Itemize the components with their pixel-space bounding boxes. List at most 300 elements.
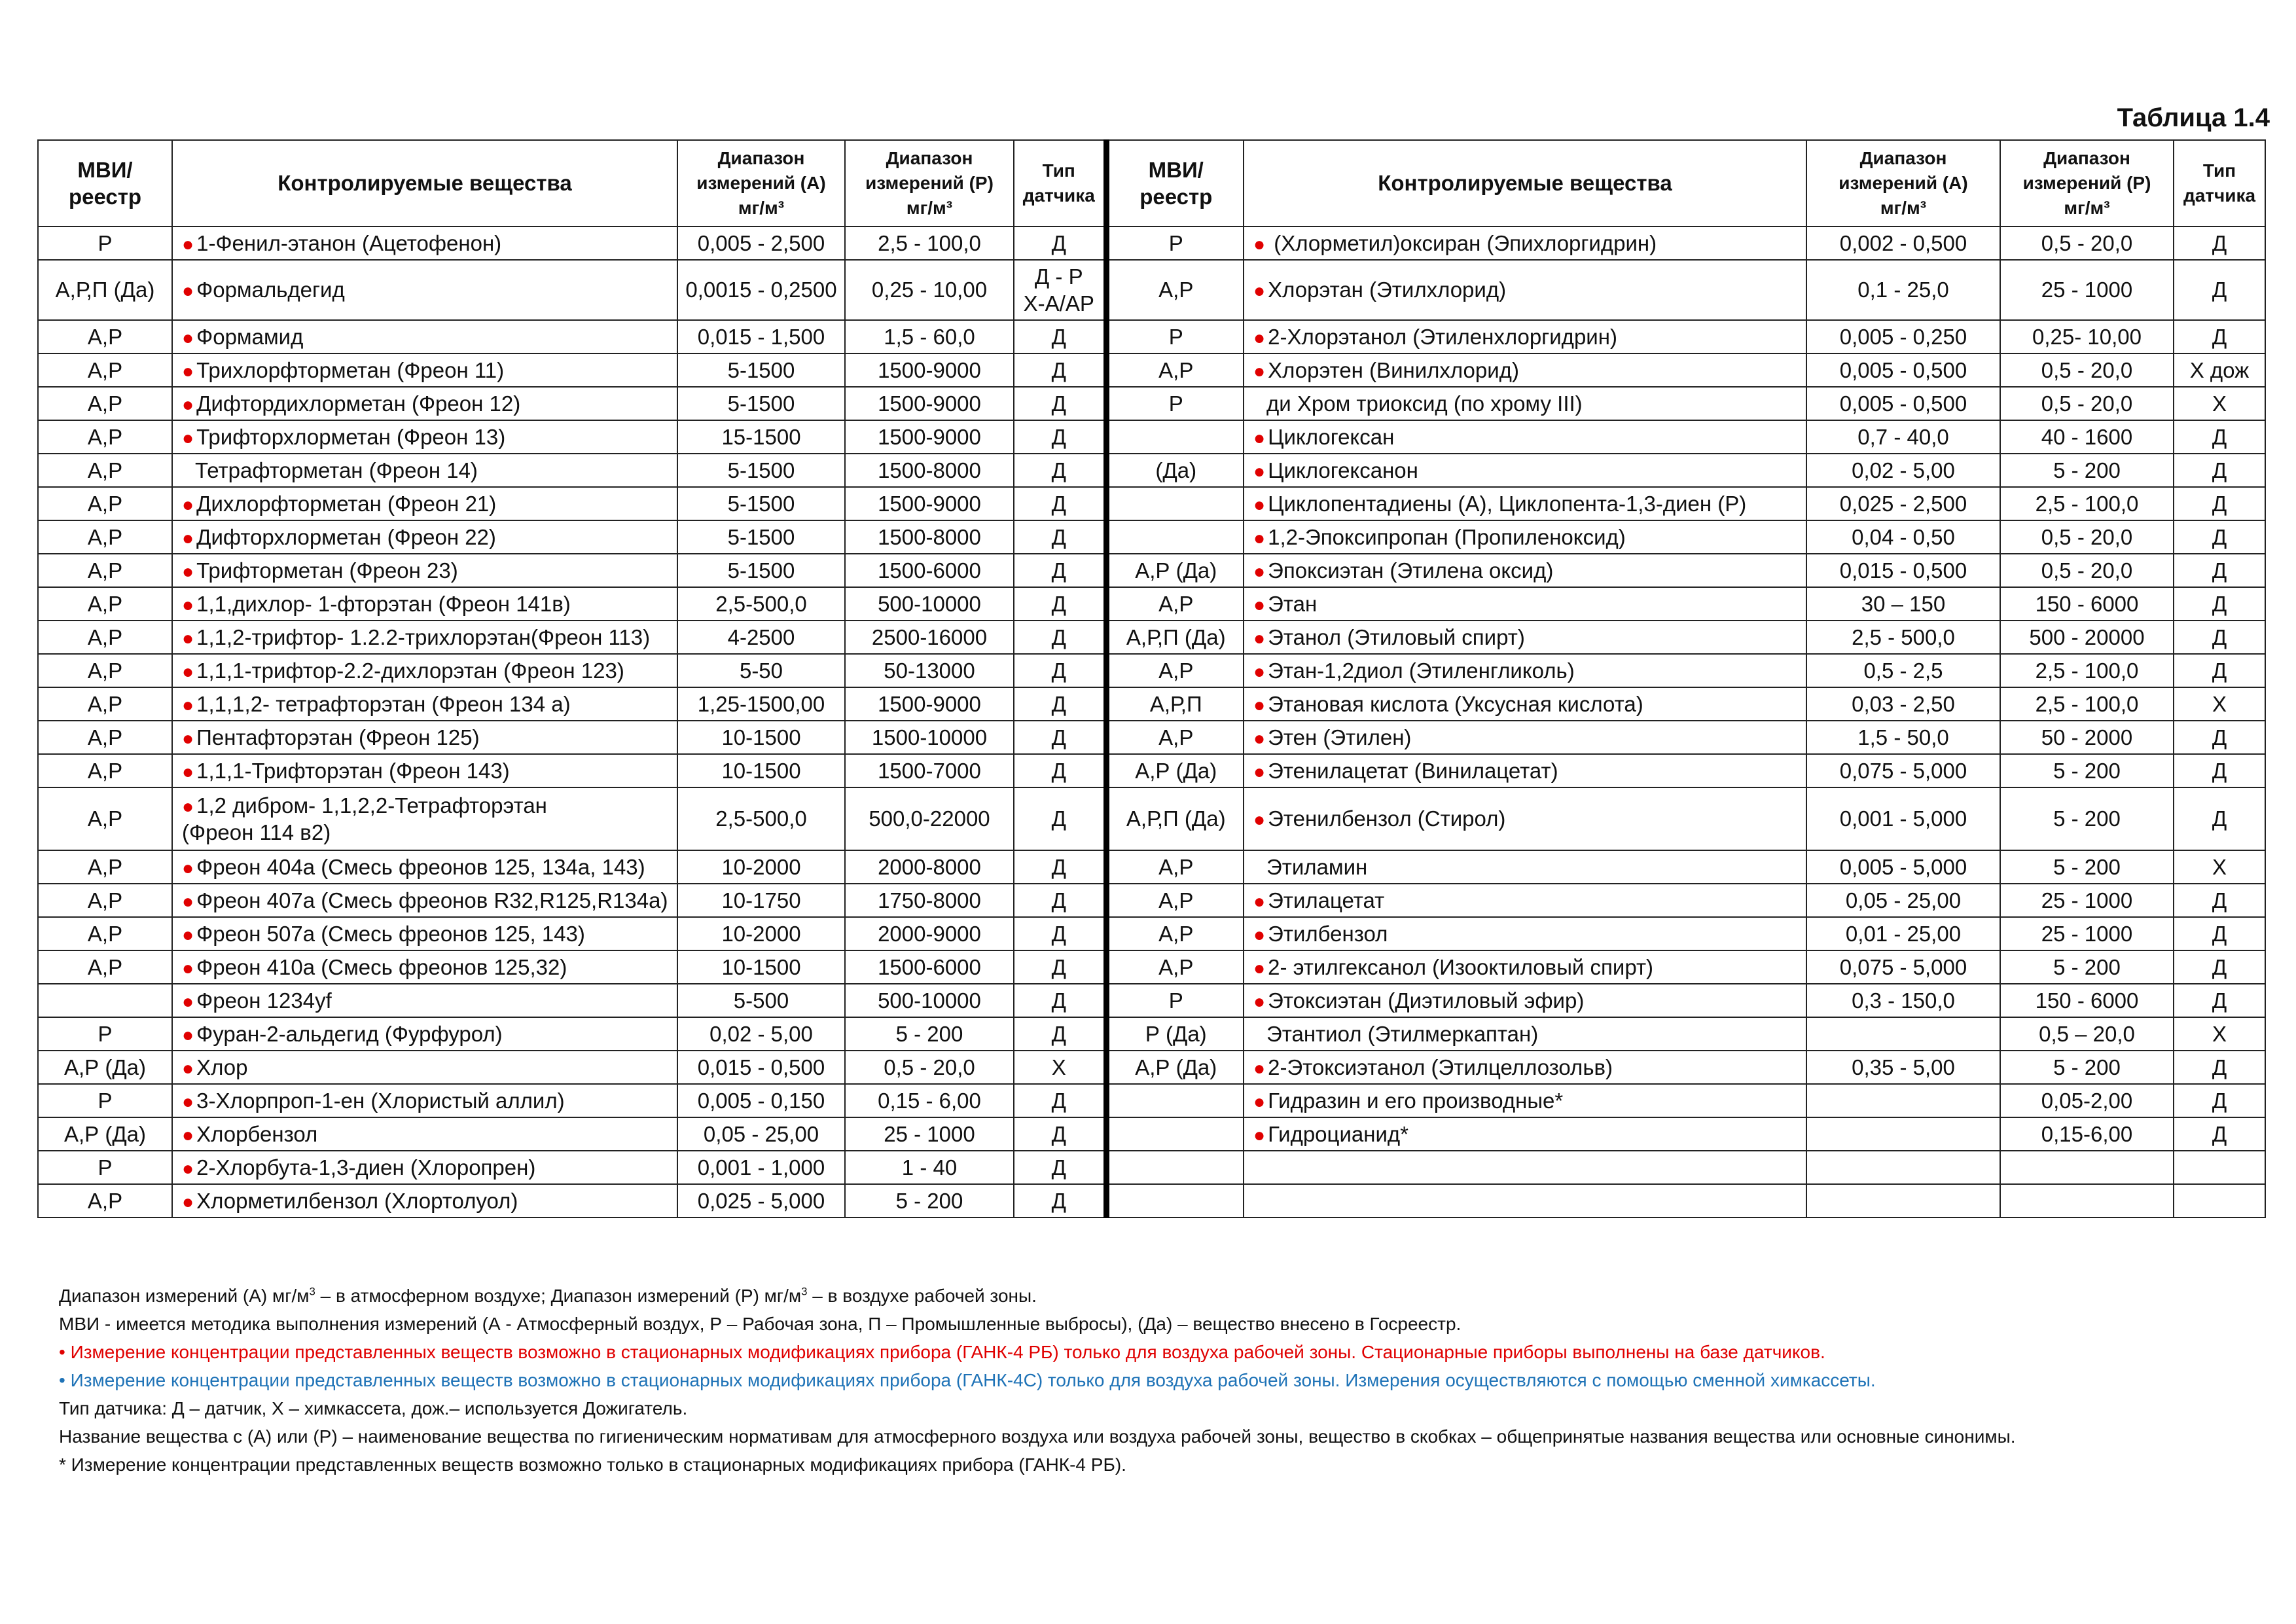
- range-a-value: 5-1500: [727, 524, 795, 549]
- mvi-value: А,Р: [1158, 854, 1194, 879]
- right-range-a-cell: [1806, 1151, 2000, 1184]
- range-a-value: 0,005 - 5,000: [1839, 854, 1967, 879]
- bullet-dot-icon: ●: [182, 1191, 194, 1213]
- left-sensor-type-cell: [1014, 1117, 1106, 1151]
- substance-name: (Хлорметил)оксиран (Эпихлоргидрин): [1268, 230, 1657, 255]
- right-range-p-cell: [2000, 1051, 2174, 1084]
- bullet-dot-icon: ●: [1253, 990, 1266, 1013]
- sensor-type-value: Д: [1051, 1155, 1066, 1180]
- right-substance-cell: [1244, 587, 1806, 621]
- left-mvi-cell: [38, 454, 172, 487]
- left-range-p-cell: [845, 787, 1014, 850]
- mvi-value: А,Р: [1158, 725, 1194, 749]
- mvi-value: (Да): [1155, 458, 1197, 482]
- right-mvi-cell: [1106, 1151, 1244, 1184]
- right-mvi-cell: [1106, 1017, 1244, 1051]
- substance-name: Хлорэтен (Винилхлорид): [1268, 357, 1519, 382]
- substance-name: 2-Этоксиэтанол (Этилцеллозольв): [1268, 1055, 1613, 1079]
- left-range-p-cell: [845, 654, 1014, 687]
- range-p-value: 0,5 - 20,0: [2041, 230, 2133, 255]
- substance-name: Формальдегид: [196, 278, 345, 302]
- right-mvi-cell: [1106, 1084, 1244, 1117]
- range-p-value: 5 - 200: [2053, 806, 2121, 831]
- right-substance-cell: [1244, 950, 1806, 984]
- bullet-dot-icon: ●: [1253, 494, 1266, 516]
- bullet-dot-icon: ●: [1253, 660, 1266, 683]
- right-range-p-cell: [2000, 654, 2174, 687]
- right-mvi-cell: [1106, 621, 1244, 654]
- left-range-a-cell: [677, 420, 845, 454]
- sensor-type-value: Д: [2212, 278, 2227, 302]
- mvi-value: А,Р: [87, 491, 123, 516]
- left-range-p-cell: [845, 1184, 1014, 1218]
- right-substance-cell: [1244, 554, 1806, 587]
- range-p-value: 5 - 200: [895, 1021, 963, 1046]
- range-a-value: 1,5 - 50,0: [1857, 725, 1949, 749]
- right-range-a-cell: [1806, 1117, 2000, 1151]
- left-mvi-cell: [38, 226, 172, 260]
- range-p-value: 1500-10000: [871, 725, 988, 749]
- mvi-value: А,Р: [87, 725, 123, 749]
- right-sensor-type-cell: [2174, 1117, 2265, 1151]
- right-range-a-cell: [1806, 917, 2000, 950]
- sensor-type-value: Х: [2212, 691, 2227, 716]
- range-p-value: 1500-9000: [878, 691, 981, 716]
- range-a-value: 5-1500: [727, 458, 795, 482]
- sensor-type-value: Х: [2212, 1021, 2227, 1046]
- right-range-a-cell: [1806, 687, 2000, 721]
- range-p-value: 0,05-2,00: [2041, 1088, 2133, 1113]
- table-row: [38, 1084, 2265, 1117]
- range-p-value: 5 - 200: [2053, 954, 2121, 979]
- header-sensor: Тип датчика: [1014, 140, 1106, 226]
- range-p-value: 50 - 2000: [2041, 725, 2133, 749]
- sensor-type-value: Д - Р Х-А/АР: [1023, 264, 1094, 316]
- table-row: [38, 260, 2265, 320]
- right-mvi-cell: [1106, 787, 1244, 850]
- range-p-value: 1500-6000: [878, 558, 981, 583]
- mvi-value: А,Р: [87, 806, 123, 831]
- range-a-value: 0,001 - 5,000: [1839, 806, 1967, 831]
- right-range-p-cell: [2000, 1017, 2174, 1051]
- range-a-value: 10-2000: [721, 921, 801, 946]
- left-substance-cell: [172, 420, 677, 454]
- sensor-type-value: Х: [2212, 391, 2227, 416]
- right-sensor-type-cell: [2174, 226, 2265, 260]
- bullet-dot-icon: ●: [1253, 1091, 1266, 1113]
- table-row: [38, 587, 2265, 621]
- right-sensor-type-cell: [2174, 260, 2265, 320]
- left-mvi-cell: [38, 1017, 172, 1051]
- table-row: [38, 1017, 2265, 1051]
- right-mvi-cell: [1106, 721, 1244, 754]
- table-row: [38, 950, 2265, 984]
- left-mvi-cell: [38, 687, 172, 721]
- sensor-type-value: Д: [1051, 888, 1066, 912]
- bullet-dot-icon: ●: [1253, 694, 1266, 716]
- mvi-value: А,Р: [87, 424, 123, 449]
- substance-name: 1,1,1-Трифторэтан (Фреон 143): [196, 758, 510, 783]
- left-mvi-cell: [38, 487, 172, 520]
- header-row: [38, 140, 2265, 226]
- left-mvi-cell: [38, 621, 172, 654]
- range-a-value: 0,7 - 40,0: [1857, 424, 1949, 449]
- left-sensor-type-cell: [1014, 353, 1106, 387]
- right-sensor-type-cell: [2174, 587, 2265, 621]
- left-substance-cell: [172, 554, 677, 587]
- left-mvi-cell: [38, 353, 172, 387]
- left-range-p-cell: [845, 621, 1014, 654]
- range-a-value: 0,015 - 0,500: [697, 1055, 825, 1079]
- left-mvi-cell: [38, 420, 172, 454]
- left-sensor-type-cell: [1014, 754, 1106, 787]
- mvi-value: А,Р (Да): [1135, 758, 1217, 783]
- range-a-value: 0,04 - 0,50: [1852, 524, 1955, 549]
- note-mvi: МВИ - имеется методика выполнения измерений (А - Атмосферный воздух, Р – Рабочая зона, П – Промышленные выбросы), (Да) – вещество внесено в Госреестр.: [59, 1314, 1462, 1334]
- bullet-dot-icon: ●: [1253, 360, 1266, 382]
- mvi-value: Р: [1168, 988, 1183, 1013]
- header-range-p: Диапазон измерений (Р) мг/м³: [845, 140, 1014, 226]
- range-a-value: 5-1500: [727, 357, 795, 382]
- mvi-value: Р: [1168, 230, 1183, 255]
- range-a-value: 0,005 - 2,500: [697, 230, 825, 255]
- right-range-a-cell: [1806, 320, 2000, 353]
- bullet-dot-icon: ●: [182, 360, 194, 382]
- right-mvi-cell: [1106, 520, 1244, 554]
- header-range-p: Диапазон измерений (Р) мг/м³: [2000, 140, 2174, 226]
- right-mvi-cell: [1106, 687, 1244, 721]
- right-substance-cell: [1244, 621, 1806, 654]
- range-a-value: 0,025 - 5,000: [697, 1188, 825, 1213]
- right-sensor-type-cell: [2174, 687, 2265, 721]
- right-range-p-cell: [2000, 454, 2174, 487]
- mvi-value: А,Р,П (Да): [1126, 624, 1226, 649]
- substance-name: Формамид: [196, 324, 304, 349]
- left-substance-cell: [172, 850, 677, 884]
- left-substance-cell: [172, 687, 677, 721]
- left-substance-cell: [172, 387, 677, 420]
- range-a-value: 0,025 - 2,500: [1839, 491, 1967, 516]
- right-substance-cell: [1244, 260, 1806, 320]
- substance-name: Гидразин и его производные*: [1268, 1088, 1564, 1113]
- substance-name: Трифторметан (Фреон 23): [196, 558, 458, 583]
- sensor-type-value: Д: [2212, 558, 2227, 583]
- range-p-value: 0,5 - 20,0: [2041, 524, 2133, 549]
- left-mvi-cell: [38, 850, 172, 884]
- mvi-value: А,Р: [87, 357, 123, 382]
- substance-name: Этан: [1268, 591, 1318, 616]
- range-p-value: 5 - 200: [2053, 1055, 2121, 1079]
- right-substance-cell: [1244, 1184, 1806, 1218]
- range-p-value: 50-13000: [884, 658, 975, 683]
- bullet-dot-icon: ●: [182, 660, 194, 683]
- substance-name: Тетрафторметан (Фреон 14): [195, 458, 478, 482]
- left-range-p-cell: [845, 950, 1014, 984]
- right-sensor-type-cell: [2174, 884, 2265, 917]
- substance-name: Фреон 1234yf: [196, 988, 332, 1013]
- left-range-a-cell: [677, 1084, 845, 1117]
- mvi-value: А,Р,П (Да): [1126, 806, 1226, 831]
- bullet-dot-icon: ●: [1253, 627, 1266, 649]
- right-mvi-cell: [1106, 260, 1244, 320]
- left-sensor-type-cell: [1014, 950, 1106, 984]
- left-sensor-type-cell: [1014, 260, 1106, 320]
- left-range-a-cell: [677, 454, 845, 487]
- left-substance-cell: [172, 884, 677, 917]
- table-row: [38, 850, 2265, 884]
- left-sensor-type-cell: [1014, 721, 1106, 754]
- bullet-dot-icon: ●: [182, 1057, 194, 1079]
- header-mvi: МВИ/ реестр: [38, 140, 172, 226]
- left-range-a-cell: [677, 520, 845, 554]
- sensor-type-value: Д: [1051, 524, 1066, 549]
- left-range-p-cell: [845, 1117, 1014, 1151]
- right-mvi-cell: [1106, 1184, 1244, 1218]
- substance-name: Дифтордихлорметан (Фреон 12): [196, 391, 521, 416]
- bullet-dot-icon: ●: [1253, 594, 1266, 616]
- mvi-value: А,Р: [87, 458, 123, 482]
- right-mvi-cell: [1106, 884, 1244, 917]
- right-range-p-cell: [2000, 320, 2174, 353]
- right-range-p-cell: [2000, 420, 2174, 454]
- range-a-value: 0,1 - 25,0: [1857, 278, 1949, 302]
- right-range-p-cell: [2000, 884, 2174, 917]
- left-substance-cell: [172, 1017, 677, 1051]
- sensor-type-value: Д: [1051, 624, 1066, 649]
- left-range-p-cell: [845, 1084, 1014, 1117]
- substance-name: Этанол (Этиловый спирт): [1268, 624, 1525, 649]
- right-mvi-cell: [1106, 587, 1244, 621]
- range-a-value: 10-1500: [721, 758, 801, 783]
- right-substance-cell: [1244, 850, 1806, 884]
- substance-name: 1,1,дихлор- 1-фторэтан (Фреон 141в): [196, 591, 571, 616]
- sensor-type-value: Д: [2212, 230, 2227, 255]
- left-range-a-cell: [677, 917, 845, 950]
- right-range-p-cell: [2000, 984, 2174, 1017]
- right-range-p-cell: [2000, 917, 2174, 950]
- table-row: [38, 420, 2265, 454]
- left-substance-cell: [172, 587, 677, 621]
- substance-name: 2- этилгексанол (Изооктиловый спирт): [1268, 954, 1654, 979]
- right-mvi-cell: [1106, 1051, 1244, 1084]
- range-p-value: 2500-16000: [871, 624, 988, 649]
- right-sensor-type-cell: [2174, 850, 2265, 884]
- right-substance-cell: [1244, 387, 1806, 420]
- range-a-value: 10-1500: [721, 954, 801, 979]
- bullet-dot-icon: ●: [182, 1091, 194, 1113]
- substance-name: ди Хром триоксид (по хрому III): [1266, 391, 1583, 416]
- table-row: [38, 320, 2265, 353]
- table-row: [38, 1051, 2265, 1084]
- bullet-dot-icon: ●: [182, 957, 194, 979]
- right-range-p-cell: [2000, 1084, 2174, 1117]
- range-p-value: 2,5 - 100,0: [2035, 658, 2139, 683]
- left-range-a-cell: [677, 1151, 845, 1184]
- left-substance-cell: [172, 520, 677, 554]
- note-stationary-c: • Измерение концентрации представленных веществ возможно в стационарных модификациях прибора (ГАНК-4С) только для воздуха рабочей зоны. Измерения осуществляются с помощью сменной химкассеты.: [59, 1370, 1876, 1390]
- range-a-value: 2,5 - 500,0: [1852, 624, 1955, 649]
- bullet-dot-icon: ●: [182, 627, 194, 649]
- left-substance-cell: [172, 754, 677, 787]
- bullet-dot-icon: ●: [182, 694, 194, 716]
- range-p-value: 0,5 - 20,0: [2041, 357, 2133, 382]
- substance-name: Фреон 410а (Смесь фреонов 125,32): [196, 954, 567, 979]
- range-p-value: 25 - 1000: [2041, 921, 2133, 946]
- left-range-p-cell: [845, 487, 1014, 520]
- table-row: [38, 754, 2265, 787]
- table-row: [38, 226, 2265, 260]
- range-p-value: 2,5 - 100,0: [878, 230, 981, 255]
- sensor-type-value: Д: [1051, 1121, 1066, 1146]
- substance-name: 1-Фенил-этанон (Ацетофенон): [196, 230, 502, 255]
- left-mvi-cell: [38, 587, 172, 621]
- right-substance-cell: [1244, 1017, 1806, 1051]
- sensor-type-value: Д: [2212, 758, 2227, 783]
- range-p-value: 2000-8000: [878, 854, 981, 879]
- right-range-a-cell: [1806, 754, 2000, 787]
- right-sensor-type-cell: [2174, 754, 2265, 787]
- table-row: [38, 520, 2265, 554]
- range-p-value: 1500-9000: [878, 424, 981, 449]
- mvi-value: А,Р (Да): [1135, 1055, 1217, 1079]
- left-mvi-cell: [38, 884, 172, 917]
- mvi-value: А,Р: [87, 591, 123, 616]
- substance-name: Хлор: [196, 1055, 248, 1079]
- right-substance-cell: [1244, 754, 1806, 787]
- left-substance-cell: [172, 1117, 677, 1151]
- bullet-dot-icon: ●: [182, 1157, 194, 1180]
- sensor-type-value: Д: [1051, 324, 1066, 349]
- right-mvi-cell: [1106, 454, 1244, 487]
- range-p-value: 5 - 200: [895, 1188, 963, 1213]
- sensor-type-value: Х: [1051, 1055, 1066, 1079]
- sensor-type-value: Х: [2212, 854, 2227, 879]
- mvi-value: А,Р: [1158, 658, 1194, 683]
- range-a-value: 5-50: [739, 658, 783, 683]
- range-a-value: 0,001 - 1,000: [697, 1155, 825, 1180]
- bullet-dot-icon: ●: [182, 924, 194, 946]
- right-sensor-type-cell: [2174, 454, 2265, 487]
- right-range-a-cell: [1806, 721, 2000, 754]
- range-p-value: 1 - 40: [901, 1155, 958, 1180]
- left-sensor-type-cell: [1014, 850, 1106, 884]
- substance-name: Дифторхлорметан (Фреон 22): [196, 524, 496, 549]
- range-p-value: 1750-8000: [878, 888, 981, 912]
- sensor-type-value: Д: [2212, 524, 2227, 549]
- left-range-a-cell: [677, 687, 845, 721]
- right-sensor-type-cell: [2174, 387, 2265, 420]
- table-row: [38, 654, 2265, 687]
- mvi-value: А,Р: [87, 658, 123, 683]
- mvi-value: А,Р,П: [1149, 691, 1202, 716]
- range-a-value: 0,0015 - 0,2500: [685, 278, 837, 302]
- range-a-value: 0,03 - 2,50: [1852, 691, 1955, 716]
- sensor-type-value: Д: [1051, 357, 1066, 382]
- sensor-type-value: Д: [1051, 1021, 1066, 1046]
- right-range-a-cell: [1806, 1051, 2000, 1084]
- table-title: Таблица 1.4: [2117, 103, 2270, 132]
- table-row: [38, 917, 2265, 950]
- right-range-p-cell: [2000, 487, 2174, 520]
- bullet-dot-icon: ●: [182, 761, 194, 783]
- left-substance-cell: [172, 1051, 677, 1084]
- left-substance-cell: [172, 1184, 677, 1218]
- mvi-value: Р: [1168, 324, 1183, 349]
- mvi-value: А,Р: [1158, 921, 1194, 946]
- right-range-p-cell: [2000, 554, 2174, 587]
- note-sensor-type: Тип датчика: Д – датчик, Х – химкассета, дож.– используется Дожигатель.: [59, 1398, 688, 1418]
- left-substance-cell: [172, 984, 677, 1017]
- range-p-value: 25 - 1000: [2041, 278, 2133, 302]
- sensor-type-value: Д: [2212, 658, 2227, 683]
- sensor-type-value: Д: [2212, 491, 2227, 516]
- substance-name: Хлорэтан (Этилхлорид): [1268, 278, 1507, 302]
- mvi-value: Р: [98, 1021, 113, 1046]
- right-range-p-cell: [2000, 1184, 2174, 1218]
- range-p-value: 2000-9000: [878, 921, 981, 946]
- right-sensor-type-cell: [2174, 621, 2265, 654]
- right-mvi-cell: [1106, 850, 1244, 884]
- table-body: [38, 226, 2265, 1218]
- range-a-value: 0,05 - 25,00: [703, 1121, 819, 1146]
- left-substance-cell: [172, 621, 677, 654]
- left-sensor-type-cell: [1014, 654, 1106, 687]
- bullet-dot-icon: ●: [182, 494, 194, 516]
- header-mvi: МВИ/ реестр: [1106, 140, 1244, 226]
- left-range-p-cell: [845, 984, 1014, 1017]
- table-row: [38, 387, 2265, 420]
- right-substance-cell: [1244, 721, 1806, 754]
- right-range-a-cell: [1806, 353, 2000, 387]
- substance-name: Этантиол (Этилмеркаптан): [1266, 1021, 1539, 1046]
- bullet-dot-icon: ●: [182, 233, 194, 255]
- left-mvi-cell: [38, 1051, 172, 1084]
- sensor-type-value: Д: [2212, 1121, 2227, 1146]
- sensor-type-value: Д: [2212, 806, 2227, 831]
- sensor-type-value: Д: [1051, 1188, 1066, 1213]
- range-p-value: 40 - 1600: [2041, 424, 2133, 449]
- left-sensor-type-cell: [1014, 387, 1106, 420]
- sensor-type-value: Д: [2212, 324, 2227, 349]
- range-a-value: 5-500: [733, 988, 789, 1013]
- table-row: [38, 687, 2265, 721]
- range-p-value: 0,5 - 20,0: [2041, 558, 2133, 583]
- right-range-a-cell: [1806, 654, 2000, 687]
- bullet-dot-icon: ●: [182, 1124, 194, 1146]
- right-range-a-cell: [1806, 1017, 2000, 1051]
- left-sensor-type-cell: [1014, 687, 1106, 721]
- bullet-dot-icon: ●: [182, 990, 194, 1013]
- range-p-value: 150 - 6000: [2035, 988, 2139, 1013]
- substance-name: Дихлорфторметан (Фреон 21): [196, 491, 497, 516]
- right-range-a-cell: [1806, 260, 2000, 320]
- range-p-value: 25 - 1000: [2041, 888, 2133, 912]
- substance-name: Этилбензол: [1268, 921, 1388, 946]
- left-sensor-type-cell: [1014, 884, 1106, 917]
- substance-name: Циклопентадиены (А), Циклопента-1,3-диен (Р): [1268, 491, 1747, 516]
- left-sensor-type-cell: [1014, 1184, 1106, 1218]
- right-mvi-cell: [1106, 353, 1244, 387]
- right-sensor-type-cell: [2174, 1151, 2265, 1184]
- right-mvi-cell: [1106, 754, 1244, 787]
- mvi-value: А,Р,П (Да): [55, 278, 155, 302]
- right-range-p-cell: [2000, 950, 2174, 984]
- note-naming: Название вещества с (А) или (Р) – наименование вещества по гигиеническим нормативам для атмосферного воздуха или воздуха рабочей зоны, вещество в скобках – общепринятые названия вещества или основные синонимы.: [59, 1426, 2016, 1447]
- right-mvi-cell: [1106, 554, 1244, 587]
- sensor-type-value: Д: [2212, 921, 2227, 946]
- left-mvi-cell: [38, 387, 172, 420]
- substance-name: 1,1,1,2- тетрафторэтан (Фреон 134 а): [196, 691, 571, 716]
